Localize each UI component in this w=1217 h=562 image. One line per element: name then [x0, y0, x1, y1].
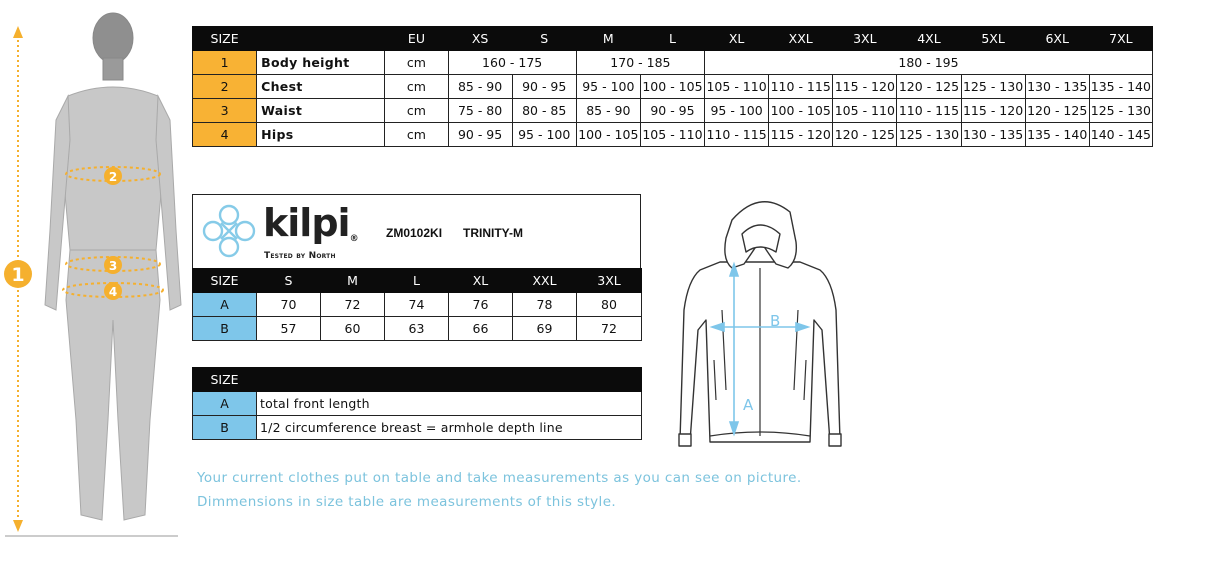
- header-m: M: [321, 269, 385, 293]
- row-label: Chest: [257, 75, 385, 99]
- table-cell: 76: [449, 293, 513, 317]
- table-cell: 125 - 130: [961, 75, 1025, 99]
- row-number: 1: [193, 51, 257, 75]
- row-unit: cm: [385, 51, 448, 75]
- table-cell: 115 - 120: [833, 75, 897, 99]
- table-cell: 90 - 95: [512, 75, 576, 99]
- legend-label: B: [193, 416, 257, 440]
- product-code: ZM0102KI: [386, 226, 443, 240]
- table-cell: 72: [321, 293, 385, 317]
- table-cell: 95 - 100: [512, 123, 576, 147]
- table-cell: 85 - 90: [576, 99, 640, 123]
- table-row-chest: [193, 75, 1153, 99]
- table-cell: 110 - 115: [705, 123, 769, 147]
- header-3xl: 3XL: [577, 269, 642, 293]
- legend-description: total front length: [257, 392, 642, 416]
- table-cell: 70: [257, 293, 321, 317]
- table-cell: 78: [513, 293, 577, 317]
- svg-text:3: 3: [108, 259, 118, 273]
- table-cell: 66: [449, 317, 513, 341]
- table-cell: 69: [513, 317, 577, 341]
- table-cell: 140 - 145: [1089, 123, 1152, 147]
- header-l: L: [385, 269, 449, 293]
- table-cell: 95 - 100: [705, 99, 769, 123]
- brand-name: kilpi: [263, 201, 350, 245]
- table-cell: 100 - 105: [640, 75, 704, 99]
- row-unit: cm: [385, 123, 448, 147]
- header-6xl: 6XL: [1025, 27, 1089, 51]
- table-cell: 75 - 80: [448, 99, 512, 123]
- svg-text:4: 4: [108, 285, 118, 299]
- table-cell: 95 - 100: [576, 75, 640, 99]
- height-range-xl-7xl: 180 - 195: [705, 51, 1153, 75]
- header-xl: XL: [449, 269, 513, 293]
- legend-label: A: [193, 392, 257, 416]
- header-eu: EU: [385, 27, 448, 51]
- table-cell: 90 - 95: [640, 99, 704, 123]
- product-name: TRINITY-M: [463, 226, 523, 240]
- row-label: Body height: [257, 51, 385, 75]
- size-header-row: [193, 27, 1153, 51]
- measurement-legend-table: [192, 367, 642, 440]
- legend-description: 1/2 circumference breast = armhole depth line: [257, 416, 642, 440]
- svg-text:1: 1: [11, 264, 25, 286]
- table-cell: 120 - 125: [833, 123, 897, 147]
- table-cell: 57: [257, 317, 321, 341]
- product-size-table: [192, 268, 642, 341]
- brand-tagline: Tested by North: [264, 251, 336, 261]
- table-cell: 110 - 115: [769, 75, 833, 99]
- legend-header-size: SIZE: [193, 368, 257, 392]
- row-label: Waist: [257, 99, 385, 123]
- table-cell: 115 - 120: [961, 99, 1025, 123]
- legend-row-a: [193, 392, 642, 416]
- header-3xl: 3XL: [833, 27, 897, 51]
- table-cell: 100 - 105: [769, 99, 833, 123]
- table-row-a: [193, 293, 642, 317]
- header-4xl: 4XL: [897, 27, 961, 51]
- kilpi-knot-logo-icon: [199, 203, 259, 259]
- row-label: B: [193, 317, 257, 341]
- table-cell: 135 - 140: [1025, 123, 1089, 147]
- header-size: SIZE: [193, 269, 257, 293]
- table-row-hips: [193, 123, 1153, 147]
- header-5xl: 5XL: [961, 27, 1025, 51]
- row-number: 4: [193, 123, 257, 147]
- header-xxl: XXL: [513, 269, 577, 293]
- svg-text:2: 2: [108, 170, 118, 184]
- table-cell: 80: [577, 293, 642, 317]
- header-s: S: [257, 269, 321, 293]
- table-cell: 85 - 90: [448, 75, 512, 99]
- table-cell: 120 - 125: [897, 75, 961, 99]
- row-label: Hips: [257, 123, 385, 147]
- header-xl: XL: [705, 27, 769, 51]
- table-cell: 120 - 125: [1025, 99, 1089, 123]
- header-xs: XS: [448, 27, 512, 51]
- row-unit: cm: [385, 75, 448, 99]
- jacket-label-a: A: [743, 396, 754, 414]
- table-cell: 110 - 115: [897, 99, 961, 123]
- table-row-body-height: [193, 51, 1153, 75]
- table-cell: 90 - 95: [448, 123, 512, 147]
- product-header-row: [193, 269, 642, 293]
- table-cell: 100 - 105: [576, 123, 640, 147]
- table-row-b: [193, 317, 642, 341]
- body-size-table: [192, 26, 1153, 147]
- brand-logo: [263, 203, 358, 243]
- row-number: 2: [193, 75, 257, 99]
- table-cell: 105 - 110: [705, 75, 769, 99]
- table-cell: 80 - 85: [512, 99, 576, 123]
- header-7xl: 7XL: [1089, 27, 1152, 51]
- row-unit: cm: [385, 99, 448, 123]
- table-cell: 60: [321, 317, 385, 341]
- table-cell: 130 - 135: [961, 123, 1025, 147]
- table-cell: 74: [385, 293, 449, 317]
- header-xxl: XXL: [769, 27, 833, 51]
- height-range-xs-s: 160 - 175: [448, 51, 576, 75]
- registered-mark: ®: [349, 234, 358, 244]
- header-size: SIZE: [193, 27, 257, 51]
- product-brand-box: [192, 194, 641, 268]
- table-row-waist: [193, 99, 1153, 123]
- table-cell: 135 - 140: [1089, 75, 1152, 99]
- height-range-m-l: 170 - 185: [576, 51, 704, 75]
- row-number: 3: [193, 99, 257, 123]
- jacket-drawing: [670, 190, 855, 462]
- body-figure: [0, 0, 190, 562]
- measurement-note: Your current clothes put on table and take measurements as you can see on picture.: [197, 470, 802, 486]
- dimension-note: Dimmensions in size table are measurements of this style.: [197, 494, 617, 510]
- legend-header-blank: [257, 368, 642, 392]
- table-cell: 63: [385, 317, 449, 341]
- table-cell: 130 - 135: [1025, 75, 1089, 99]
- header-l: L: [640, 27, 704, 51]
- header-s: S: [512, 27, 576, 51]
- table-cell: 125 - 130: [1089, 99, 1152, 123]
- table-cell: 115 - 120: [769, 123, 833, 147]
- table-cell: 105 - 110: [833, 99, 897, 123]
- table-cell: 72: [577, 317, 642, 341]
- legend-row-b: [193, 416, 642, 440]
- jacket-label-b: B: [770, 312, 781, 330]
- header-m: M: [576, 27, 640, 51]
- table-cell: 105 - 110: [640, 123, 704, 147]
- table-cell: 125 - 130: [897, 123, 961, 147]
- header-blank: [257, 27, 385, 51]
- legend-header-row: [193, 368, 642, 392]
- row-label: A: [193, 293, 257, 317]
